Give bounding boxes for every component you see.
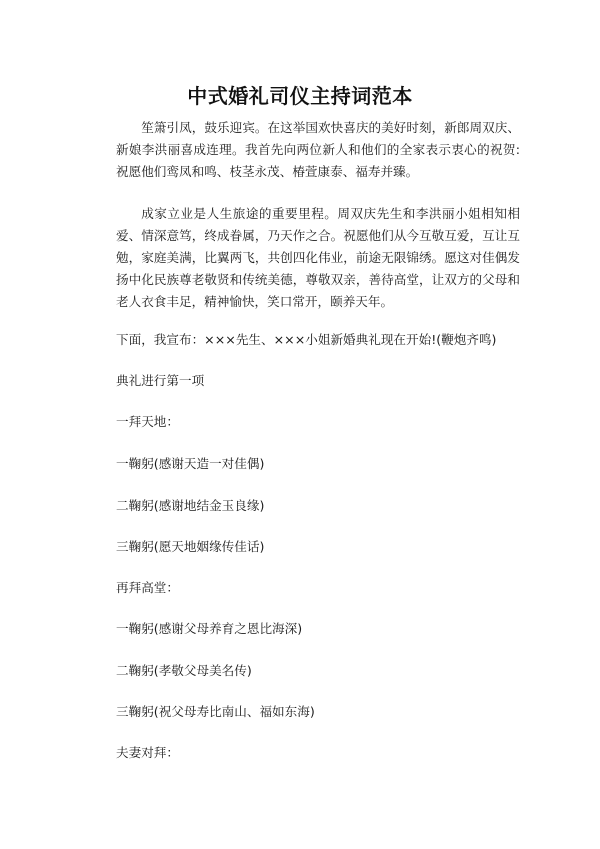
bow-parents-heading: 再拜高堂： — [116, 580, 179, 595]
paragraph-opening: 笙箫引凤，鼓乐迎宾。在这举国欢快喜庆的美好时刻，新郎周双庆、新娘李洪丽喜成连理。我首先向两位新人和他们的全家表示衷心的祝贺: 祝愿他们鸾凤和鸣、枝茎永茂、椿萱康泰、福寿并臻。 — [116, 120, 520, 179]
bow-line: 二鞠躬(孝敬父母美名传) — [116, 663, 252, 678]
bow-spouses-heading: 夫妻对拜： — [116, 745, 179, 760]
page-title: 中式婚礼司仪主持词范本 — [187, 84, 413, 108]
bow-line: 二鞠躬(感谢地结金玉良缘) — [116, 498, 265, 513]
ceremony-announcement: 下面，我宣布：×××先生、×××小姐新婚典礼现在开始!(鞭炮齐鸣) — [116, 332, 497, 347]
bow-line: 三鞠躬(愿天地姻缘传佳话) — [116, 539, 265, 554]
bow-line: 三鞠躬(祝父母寿比南山、福如东海) — [116, 704, 315, 719]
bow-heaven-earth-heading: 一拜天地： — [116, 414, 179, 429]
bow-line: 一鞠躬(感谢父母养育之恩比海深) — [116, 621, 303, 636]
bow-line: 一鞠躬(感谢天造一对佳偶) — [116, 456, 265, 471]
ceremony-step-heading: 典礼进行第一项 — [116, 373, 205, 388]
paragraph-blessing: 成家立业是人生旅途的重要里程。周双庆先生和李洪丽小姐相知相爱、情深意笃，终成眷属，乃天作之合。祝愿他们从今互敬互爱，互让互勉，家庭美满，比翼两飞，共创四化伟业，前途无限锦绣。愿这对佳偶发扬中化民族尊老敬贤和传统美德，尊敬双亲，善待高堂，让双方的父母和老人衣食丰足，精神愉快，笑口常开，颐养天年。 — [116, 206, 520, 309]
